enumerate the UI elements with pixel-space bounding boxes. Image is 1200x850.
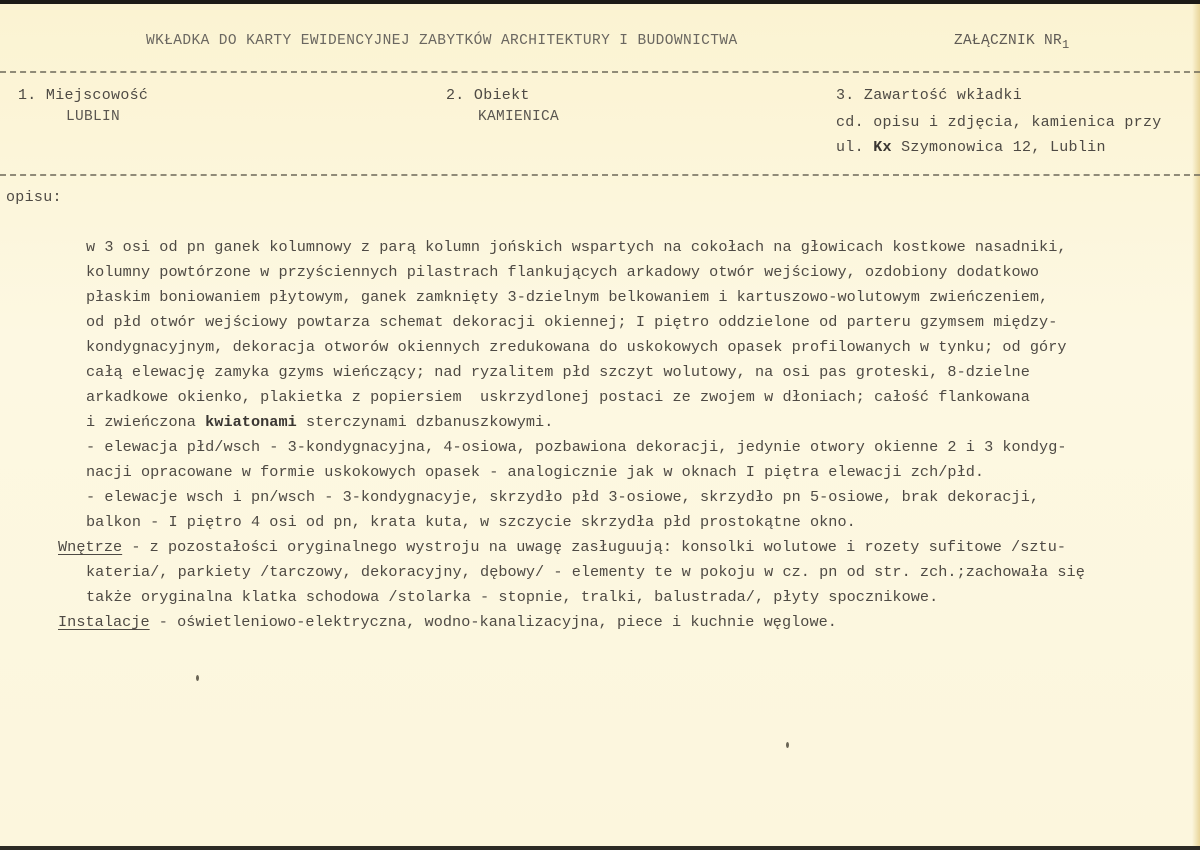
paper-edge-shadow <box>1192 4 1200 846</box>
line-suffix: sterczynami dzbanuszkowymi. <box>296 413 554 431</box>
contents-line-1: cd. opisu i zdjęcia, kamienica przy <box>836 114 1162 131</box>
description-line: kondygnacyjnym, dekoracja otworów okiennych zredukowana do uskokowych opasek profilowanych w tynku; od góry <box>86 338 1067 356</box>
contents-label: 3. Zawartość wkładki <box>836 87 1023 104</box>
contents-line-2-prefix: ul. <box>836 139 874 156</box>
object-value: KAMIENICA <box>478 109 560 125</box>
scan-bottom-edge <box>0 846 1200 850</box>
description-line: w 3 osi od pn ganek kolumnowy z parą kolumn jońskich wspartych na cokołach na głowicach kostkowe nasadniki, <box>86 238 1067 256</box>
line-prefix: i zwieńczona <box>86 413 206 431</box>
installations-text: - oświetleniowo-elektryczna, wodno-kanalizacyjna, piece i kuchnie węglowe. <box>149 613 837 631</box>
annex-number: 1 <box>1062 37 1070 52</box>
description-line: nacji opracowane w formie uskokowych opasek - analogicznie jak w oknach I piętra elewacji zch/płd. <box>86 463 985 481</box>
struck-text: Kx <box>873 139 892 156</box>
interior-first-line: - z pozostałości oryginalnego wystroju na uwagę zasługuują: konsolki wolutowe i rozety sufitowe /sztu- <box>122 538 1067 556</box>
document-title: WKŁADKA DO KARTY EWIDENCYJNEJ ZABYTKÓW ARCHITEKTURY I BUDOWNICTWA <box>146 33 738 49</box>
description-line: kolumny powtórzone w przyściennych pilastrach flankujących arkadowy otwór wejściowy, ozdobiony dodatkowo <box>86 263 1040 281</box>
annex-label <box>954 34 1070 51</box>
interior-line: kateria/, parkiety /tarczowy, dekoracyjny, dębowy/ - elementy te w pokoju w cz. pn od str. zch.;zachowała się <box>86 563 1085 581</box>
description-line: - elewacja płd/wsch - 3-kondygnacyjna, 4-osiowa, pozbawiona dekoracji, jedynie otwory okienne 2 i 3 kondyg- <box>86 438 1067 456</box>
description-line: płaskim boniowaniem płytowym, ganek zamknięty 3-dzielnym belkowaniem i kartuszowo-wolutowym zwieńczeniem, <box>86 288 1049 306</box>
contents-line-2 <box>836 140 1106 155</box>
place-value: LUBLIN <box>66 109 121 125</box>
ink-speck <box>196 675 199 681</box>
annex-text: ZAŁĄCZNIK NR <box>954 33 1063 49</box>
description-line: od płd otwór wejściowy powtarza schemat dekoracji okiennej; I piętro oddzielone od parteru gzymsem między- <box>86 313 1058 331</box>
description-line: arkadkowe okienko, plakietka z popiersiem uskrzydlonej postaci ze zwojem w dłoniach; całość flankowana <box>86 388 1030 406</box>
interior-section <box>58 540 1066 555</box>
interior-heading: Wnętrze <box>58 538 123 556</box>
struck-word: kwiatonami <box>205 413 297 431</box>
installations-heading: Instalacje <box>58 613 150 631</box>
fields-divider <box>0 174 1200 176</box>
description-line: - elewacje wsch i pn/wsch - 3-kondygnacyje, skrzydło płd 3-osiowe, skrzydło pn 5-osiowe, brak dekoracji, <box>86 488 1040 506</box>
description-line: całą elewację zamyka gzyms wieńczący; nad ryzalitem płd szczyt wolutowy, na osi pas groteski, 8-dzielne <box>86 363 1030 381</box>
document-sheet <box>0 4 1200 846</box>
description-line: balkon - I piętro 4 osi od pn, krata kuta, w szczycie skrzydła płd prostokątne okno. <box>86 513 856 531</box>
interior-line: także oryginalna klatka schodowa /stolarka - stopnie, tralki, balustrada/, płyty spocznikowe. <box>86 588 939 606</box>
header-divider <box>0 71 1200 73</box>
description-heading: opisu: <box>6 189 62 206</box>
ink-speck <box>786 742 789 748</box>
contents-line-2-text: Szymonowica 12, Lublin <box>891 139 1106 156</box>
object-label: 2. Obiekt <box>446 87 530 104</box>
place-label: 1. Miejscowość <box>18 87 149 104</box>
installations-section <box>58 615 837 630</box>
description-line <box>86 415 553 430</box>
